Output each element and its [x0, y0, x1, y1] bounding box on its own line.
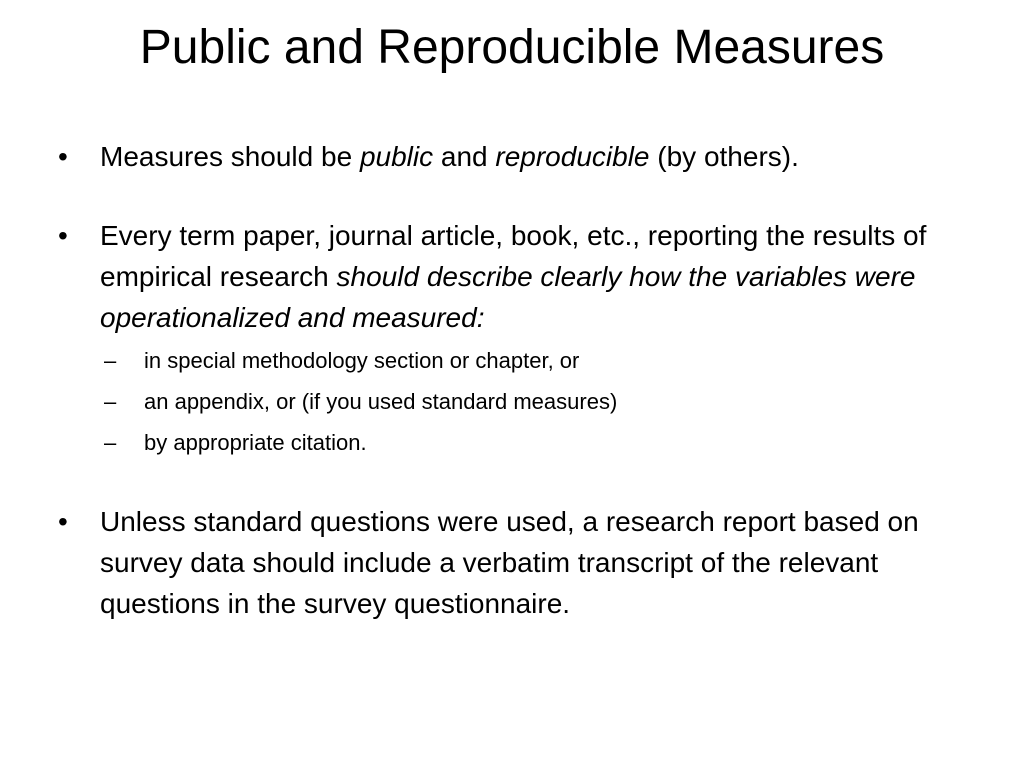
bullet-text: Unless standard questions were used, a research report based on survey data should include a verbatim transcript of the relevant questions in the survey questionnaire.	[100, 506, 919, 619]
bullet-text-emphasis: public	[359, 141, 434, 172]
sub-bullet-item	[100, 422, 978, 463]
sub-bullet-text: by appropriate citation.	[144, 430, 367, 455]
bullet-marker: •	[58, 141, 68, 172]
bullet-list	[58, 136, 978, 624]
bullet-item	[58, 501, 978, 624]
bullet-marker: •	[58, 220, 68, 251]
slide-title: Public and Reproducible Measures	[139, 21, 885, 74]
bullet-text-part: and	[433, 141, 496, 172]
bullet-text-part: Every term paper, journal article, book, etc., reporting the results of empirical research	[100, 220, 927, 292]
sub-bullet-text: an appendix, or (if you used standard measures)	[144, 389, 618, 414]
bullet-item	[58, 215, 978, 463]
bullet-text	[100, 141, 799, 172]
sub-bullet-marker: –	[104, 348, 117, 373]
sub-bullet-marker: –	[104, 389, 117, 414]
bullet-item	[58, 136, 978, 177]
bullet-text-part: (by others).	[649, 141, 799, 172]
bullet-marker: •	[58, 506, 68, 537]
sub-bullet-text: in special methodology section or chapter, or	[144, 348, 580, 373]
bullet-text-emphasis: reproducible	[495, 141, 650, 172]
sub-bullet-marker: –	[104, 430, 117, 455]
bullet-text-emphasis: should describe clearly how the variables were operationalized and measured:	[100, 261, 916, 333]
bullet-text	[100, 220, 926, 333]
sub-bullet-list	[100, 340, 978, 463]
bullet-text-part: Measures should be	[100, 141, 360, 172]
sub-bullet-item	[100, 340, 978, 381]
sub-bullet-item	[100, 381, 978, 422]
